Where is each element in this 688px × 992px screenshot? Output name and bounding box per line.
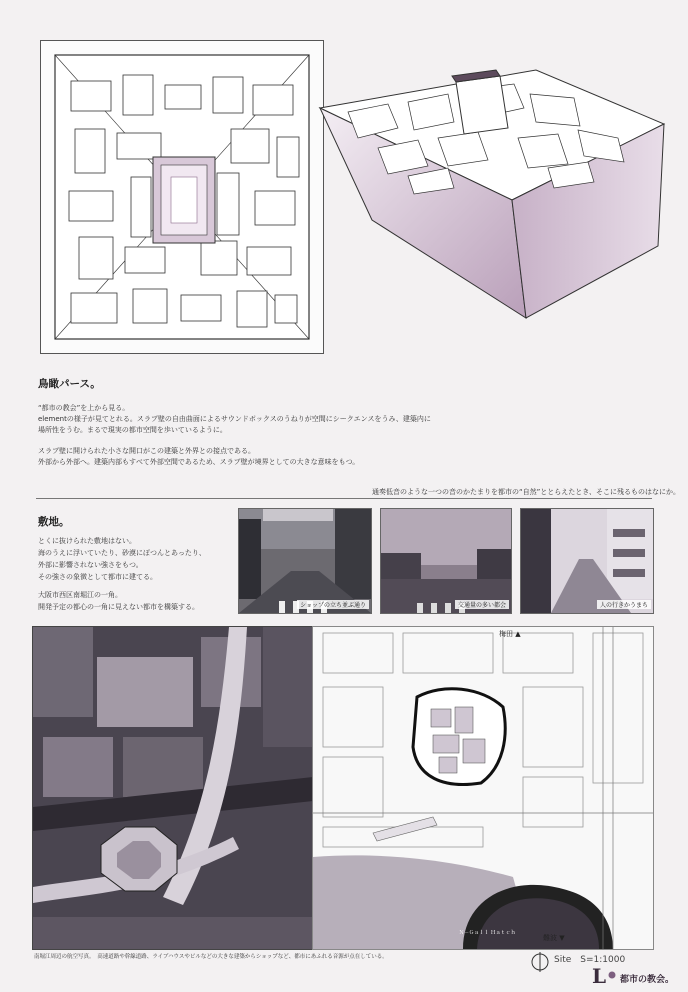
site-paragraph-2: 海のうえに浮いていたり、砂漠にぽつんとあったり、 [38, 549, 206, 557]
site-heading: 敷地。 [38, 516, 70, 528]
site-paragraph-5: 大阪市西区南堀江の一角。 [38, 591, 122, 599]
site-paragraph-6: 開発予定の都心の一角に見えない都市を構築する。 [38, 603, 199, 611]
site-map [312, 626, 654, 950]
birdseye-paragraph-2: elementの様子が見てとれる。スラブ壁の自由曲面によるサウンドボックスのうねりが空間にシークエンスをうみ、建築内に [38, 415, 431, 423]
top-view-drawing [41, 41, 323, 353]
section-divider [36, 498, 652, 499]
photo-shop-street-image [239, 509, 371, 613]
photo-traffic-image [381, 509, 511, 613]
site-quote: 通奏低音のような一つの音のかたまりを都市の“自然”ととらえたとき、そこに残るものはなにか。 [372, 488, 680, 496]
aerial-photo [32, 626, 314, 950]
map-north-label: 梅田 ▲ [499, 630, 521, 638]
map-dome-label: Ｎ－Ｇａｌｌ Ｈａｔｃｈ [459, 930, 516, 936]
photo-pedestrians-image [521, 509, 653, 613]
photo-caption-2: 交通量の多い都会 [455, 600, 509, 609]
birdseye-paragraph-4: スラブ壁に開けられた小さな開口がこの建築と外界との接点である。 [38, 447, 255, 455]
photo-caption-3: 人の行きかうまち [597, 600, 651, 609]
photo-traffic [380, 508, 512, 614]
logo-text: 都市の教会。 [620, 975, 675, 985]
birdseye-paragraph-1: “都市の教会”を上から見る。 [38, 404, 130, 412]
birdseye-heading: 鳥瞰パース。 [38, 378, 101, 390]
logo-mark: L [592, 964, 607, 988]
perspective-drawing [318, 68, 672, 330]
birdseye-perspective [318, 68, 672, 330]
site-paragraph-4: その強さの象徴として都市に建てる。 [38, 573, 157, 581]
birdseye-paragraph-3: 場所性をうむ。まるで現実の都市空間を歩いているように。 [38, 426, 227, 434]
site-paragraph-3: 外部に影響されない強さをもつ。 [38, 561, 143, 569]
photo-caption-1: ショップの立ち並ぶ通り [297, 600, 369, 609]
aerial-photo-image [33, 627, 313, 949]
birdseye-top-view [40, 40, 324, 354]
photo-shop-street [238, 508, 372, 614]
birdseye-paragraph-5: 外部から外部へ。建築内部もすべて外部空間であるため、スラブ壁が境界としての大きな意味をもつ。 [38, 458, 360, 466]
scale-label: Site S=1:1000 [554, 955, 626, 965]
aerial-caption: 南堀江周辺の航空写真。 高速道路や幹線道路、ライブハウスやビルなどの大きな建築からショップなど、都市にあふれる音源が点在している。 [34, 954, 388, 960]
logo-ornament-icon [607, 970, 617, 980]
site-compass-icon [530, 952, 550, 972]
photo-pedestrians [520, 508, 654, 614]
map-south-label: 難波 ▼ [543, 934, 565, 942]
site-paragraph-1: とくに抜けられた敷地はない。 [38, 537, 136, 545]
site-map-drawing [313, 627, 653, 949]
